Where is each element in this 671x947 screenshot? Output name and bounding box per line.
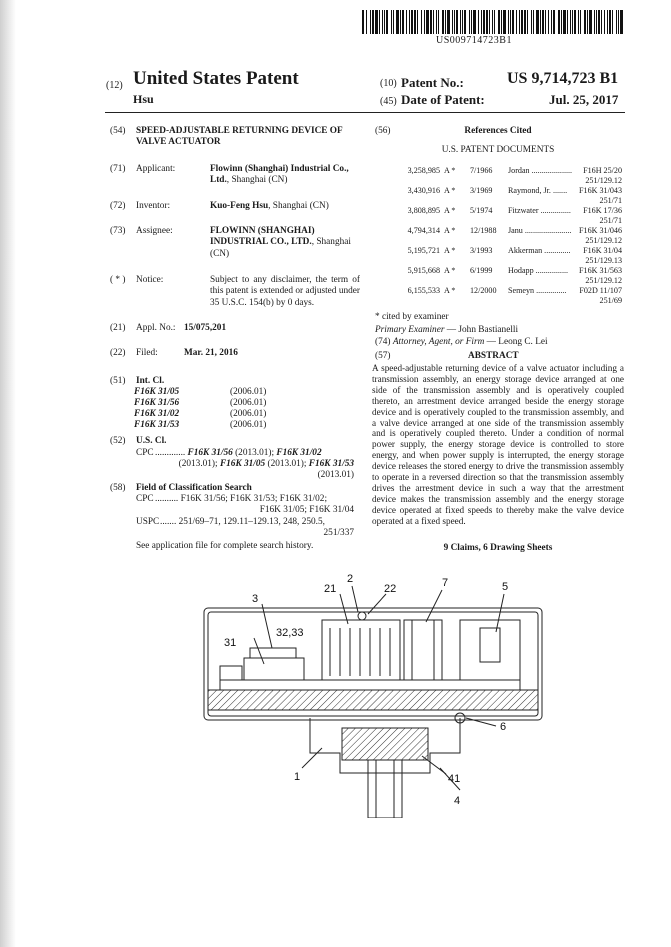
us-cl-class: F16K 31/02	[276, 448, 322, 458]
barcode-number: US009714723B1	[436, 35, 512, 46]
ref-name: Hodapp ................	[508, 266, 569, 275]
barcode-bar	[508, 10, 509, 34]
barcode-bar	[411, 10, 413, 34]
inventor-name: Kuo-Feng Hsu	[210, 201, 269, 211]
ref-class: F16K 31/043	[579, 186, 622, 195]
ref-class: F02D 11/107	[579, 286, 622, 295]
leader-3	[262, 604, 272, 648]
us-cl-line-2	[136, 459, 354, 470]
ref-date: 6/1999	[470, 266, 493, 275]
us-patent-documents-heading: U.S. PATENT DOCUMENTS	[441, 145, 555, 155]
barcode-bar	[469, 10, 470, 34]
ref-date: 3/1993	[470, 246, 493, 255]
barcode-bar	[384, 10, 385, 34]
ref-number: 5,915,668	[407, 266, 440, 275]
barcode-bar	[512, 10, 514, 34]
fig-label-31: 31	[224, 637, 237, 649]
barcode-bar	[430, 10, 432, 34]
motor-core	[480, 628, 500, 662]
barcode-bar	[414, 10, 416, 34]
filed-label: Filed:	[136, 348, 158, 358]
assignee-name: FLOWINN (SHANGHAI) INDUSTRIAL CO., LTD.	[210, 226, 315, 248]
us-cl-line-3: (2013.01)	[317, 470, 354, 480]
date-prefix: (45)	[380, 96, 397, 107]
barcode-bar	[551, 10, 552, 34]
transmission-column	[404, 620, 442, 680]
references-cited-label: References Cited	[464, 126, 532, 136]
attorney-line	[375, 337, 548, 348]
barcode-bar	[501, 10, 502, 34]
ref-kind: A *	[444, 226, 456, 235]
barcode-bar	[391, 10, 392, 34]
barcode-bar	[433, 10, 434, 34]
barcode-bar	[607, 10, 608, 34]
barcode-bar	[570, 10, 571, 34]
field-52-code: (52)	[110, 436, 126, 446]
barcode-bar	[540, 10, 541, 34]
ref-class-secondary: 251/129.13	[585, 256, 622, 265]
cited-by-examiner: * cited by examiner	[375, 312, 449, 322]
ref-class: F16K 31/04	[583, 246, 622, 255]
fig-label-41: 41	[448, 773, 461, 785]
patent-number-value: US 9,714,723 B1	[507, 70, 619, 87]
fig-label-2: 2	[347, 573, 354, 585]
barcode-bar	[527, 10, 528, 34]
filed-value: Mar. 21, 2016	[184, 348, 238, 358]
barcode-bar	[542, 10, 544, 34]
us-cl-version: (2013.01);	[178, 459, 220, 469]
gear-plate	[220, 680, 520, 690]
fig-label-21: 21	[324, 583, 337, 595]
barcode	[362, 10, 625, 34]
field-73-code: (73)	[110, 226, 126, 236]
attorney-code: (74)	[375, 337, 391, 347]
fig-label-3: 3	[252, 593, 259, 605]
ref-class: F16H 25/20	[583, 166, 622, 175]
barcode-bar	[382, 10, 383, 34]
barcode-bar	[604, 10, 605, 34]
ref-date: 7/1966	[470, 166, 493, 175]
patent-number-prefix: (10)	[380, 78, 397, 89]
base-plate	[208, 690, 538, 710]
int-cl-class: F16K 31/53	[134, 420, 180, 430]
barcode-bar	[362, 10, 364, 34]
notice-label: Notice:	[136, 275, 164, 285]
int-cl-class: F16K 31/05	[134, 387, 180, 397]
barcode-bar	[400, 10, 401, 34]
int-cl-version: (2006.01)	[230, 420, 267, 430]
fig-label-22: 22	[384, 583, 397, 595]
notice-code: ( * )	[110, 275, 126, 285]
assignee-label: Assignee:	[136, 226, 173, 236]
barcode-bar	[584, 10, 586, 34]
arrestment-housing	[220, 666, 242, 680]
barcode-bar	[366, 10, 367, 34]
attorney-label: Attorney, Agent, or Firm	[392, 337, 485, 347]
uspc-line-2: 251/337	[323, 528, 354, 538]
barcode-bar	[464, 10, 466, 34]
appl-no-label: Appl. No.:	[136, 323, 176, 333]
int-cl-row	[134, 420, 266, 431]
ref-number: 5,195,721	[407, 246, 440, 255]
ref-kind: A *	[444, 166, 456, 175]
applicant-value	[210, 164, 360, 187]
int-cl-class: F16K 31/56	[134, 398, 180, 408]
notice-text: Subject to any disclaimer, the term of this patent is extended or adjusted under 35 U.S.C. 154(b) by 0 days.	[210, 275, 360, 308]
applicant-location: , Shanghai (CN)	[226, 175, 288, 186]
valve-stem	[368, 760, 402, 818]
barcode-bar	[548, 10, 549, 34]
barcode-bar	[421, 10, 422, 34]
barcode-bar	[454, 10, 455, 34]
barcode-bar	[473, 10, 476, 34]
field-71-code: (71)	[110, 164, 126, 174]
ref-number: 6,155,533	[407, 286, 440, 295]
barcode-bar	[498, 10, 500, 34]
barcode-bar	[372, 10, 374, 34]
barcode-bar	[396, 10, 399, 34]
motor-block	[460, 620, 520, 680]
assignee-value	[210, 226, 360, 260]
barcode-bar	[438, 10, 439, 34]
int-cl-class: F16K 31/02	[134, 409, 180, 419]
valve-block	[342, 728, 428, 760]
us-cl-version: (2013.01);	[265, 459, 309, 469]
attorney-name: — Leong C. Lei	[484, 337, 548, 347]
int-cl-table	[134, 387, 266, 431]
barcode-bar	[370, 10, 371, 34]
barcode-bar	[492, 10, 493, 34]
us-cl-cpc-label: CPC	[136, 448, 154, 458]
barcode-bar	[447, 10, 450, 34]
ref-name: Semeyn ...............	[508, 286, 567, 295]
header-rule	[105, 112, 625, 113]
ref-name: Akkerman .............	[508, 246, 571, 255]
barcode-bar	[456, 10, 458, 34]
us-cl-class: F16K 31/53	[308, 459, 354, 469]
barcode-bar	[386, 10, 388, 34]
int-cl-version: (2006.01)	[230, 387, 267, 397]
ref-date: 12/1988	[470, 226, 497, 235]
claims-drawings: 9 Claims, 6 Drawing Sheets	[443, 543, 553, 553]
fig-label-6: 6	[500, 721, 507, 733]
us-cl-line-1: ............. F16K 31/56 (2013.01); F16K 31/02	[155, 448, 322, 458]
barcode-bar	[578, 10, 579, 34]
uspc-line-1: ....... 251/69–71, 129.11–129.13, 248, 250.5,	[160, 517, 325, 527]
ref-class: F16K 17/36	[583, 206, 622, 215]
barcode-bar	[580, 10, 581, 34]
barcode-bar	[598, 10, 600, 34]
primary-examiner-name: — John Bastianelli	[444, 325, 519, 335]
barcode-bar	[393, 10, 394, 34]
barcode-bar	[452, 10, 453, 34]
ref-kind: A *	[444, 246, 456, 255]
ref-class: F16K 31/046	[579, 226, 622, 235]
barcode-bar	[409, 10, 410, 34]
ref-name: Janu .......................	[508, 226, 572, 235]
barcode-bar	[402, 10, 404, 34]
field-72-code: (72)	[110, 201, 126, 211]
applicant-name: Flowinn (Shanghai) Industrial Co., Ltd.	[210, 164, 349, 186]
ref-class-secondary: 251/71	[599, 196, 622, 205]
leader-5	[496, 594, 504, 632]
barcode-bar	[481, 10, 482, 34]
ref-number: 4,794,314	[407, 226, 440, 235]
barcode-bar	[471, 10, 472, 34]
scan-edge	[0, 0, 16, 947]
barcode-bar	[618, 10, 619, 34]
int-cl-version: (2006.01)	[230, 398, 267, 408]
fig-label-5: 5	[502, 581, 509, 593]
barcode-bar	[478, 10, 479, 34]
primary-examiner-label: Primary Examiner	[375, 325, 445, 335]
ref-number: 3,808,895	[407, 206, 440, 215]
fig-label-32-33: 32,33	[276, 627, 304, 639]
barcode-bar	[519, 10, 520, 34]
uspc-label: USPC	[136, 517, 160, 527]
barcode-bar	[503, 10, 506, 34]
ref-kind: A *	[444, 206, 456, 215]
search-cpc-classes: F16K 31/56; F16K 31/53; F16K 31/02;	[180, 494, 328, 504]
int-cl-version: (2006.01)	[230, 409, 267, 419]
date-value: Jul. 25, 2017	[549, 92, 619, 107]
abstract-text: A speed-adjustable returning device of a valve actuator including a transmission assembly, an energy storage device arranged at one side of the transmission assembly and is operatively coupled thereto, an arrestment device arranged beside the energy storage device and is operatively coupled to the transmission assembly, and a valve device arranged at one side of the transmission assembly and is operatively coupled thereto. Under a condition of normal power supply, the energy storage device is controlled to store energy, and when power supply is interrupted, the energy storage device releases the stored energy to drive the transmission assembly to operate in a reversed direction so that the transmission assembly drives the arrestment device in such a way that the arrestment device makes the transmission assembly and the energy storage device operated at fixed speeds to thereby make the valve device operated at a fixed speed.	[372, 363, 624, 526]
barcode-bar	[563, 10, 566, 34]
energy-storage-device	[322, 620, 400, 680]
barcode-bar	[442, 10, 444, 34]
leader-31	[254, 638, 264, 664]
field-54-code: (54)	[110, 126, 126, 136]
barcode-bar	[460, 10, 461, 34]
barcode-bar	[436, 10, 437, 34]
field-22-code: (22)	[110, 348, 126, 358]
barcode-bar	[424, 10, 425, 34]
ref-kind: A *	[444, 266, 456, 275]
barcode-bar	[426, 10, 429, 34]
arrestment-gear	[250, 648, 296, 658]
ref-class-secondary: 251/129.12	[585, 236, 622, 245]
invention-title: SPEED-ADJUSTABLE RETURNING DEVICE OF VALVE ACTUATOR	[136, 126, 343, 148]
barcode-bar	[462, 10, 463, 34]
fig-label-7: 7	[442, 577, 449, 589]
inventor-label: Inventor:	[136, 201, 171, 211]
us-cl-version: (2013.01);	[232, 448, 277, 458]
assignee-location: , Shanghai (CN)	[210, 237, 351, 259]
barcode-bar	[531, 10, 532, 34]
kind-code-prefix: (12)	[106, 80, 123, 91]
barcode-bar	[489, 10, 490, 34]
ref-date: 12/2000	[470, 286, 497, 295]
barcode-bar	[558, 10, 560, 34]
ref-kind: A *	[444, 286, 456, 295]
uspc-classes: 251/69–71, 129.11–129.13, 248, 250.5,	[178, 517, 325, 527]
barcode-bar	[572, 10, 573, 34]
barcode-bar	[587, 10, 588, 34]
barcode-bar	[612, 10, 614, 34]
abstract-heading: ABSTRACT	[468, 351, 519, 361]
barcode-bar	[494, 10, 495, 34]
barcode-bar	[553, 10, 555, 34]
ref-date: 3/1969	[470, 186, 493, 195]
us-cl-class: F16K 31/56	[187, 448, 233, 458]
fig-label-1: 1	[294, 771, 301, 783]
fig-label-4: 4	[454, 795, 461, 807]
barcode-bar	[521, 10, 523, 34]
patent-figure	[190, 568, 570, 818]
inventor-short: Hsu	[133, 92, 154, 106]
barcode-bar	[516, 10, 517, 34]
barcode-bar	[574, 10, 576, 34]
barcode-bar	[417, 10, 418, 34]
int-cl-row	[134, 398, 266, 409]
date-label: Date of Patent:	[401, 92, 485, 107]
int-cl-label: Int. Cl.	[136, 376, 165, 386]
leader-7	[426, 590, 442, 622]
barcode-bar	[561, 10, 562, 34]
int-cl-row	[134, 409, 266, 420]
arrestment-device	[244, 658, 304, 680]
field-58-code: (58)	[110, 483, 126, 493]
ref-class-secondary: 251/129.12	[585, 276, 622, 285]
search-cpc-line-2: F16K 31/05; F16K 31/04	[259, 505, 354, 515]
search-history-note: See application file for complete search history.	[136, 541, 314, 551]
barcode-bar	[379, 10, 380, 34]
ref-date: 5/1974	[470, 206, 493, 215]
search-cpc-line-1: .......... F16K 31/56; F16K 31/53; F16K 31/02;	[155, 494, 328, 504]
barcode-bar	[620, 10, 623, 34]
barcode-bar	[589, 10, 592, 34]
field-21-code: (21)	[110, 323, 126, 333]
applicant-label: Applicant:	[136, 164, 176, 174]
us-cl-label: U.S. Cl.	[136, 436, 167, 446]
field-51-code: (51)	[110, 376, 126, 386]
top-gear	[358, 612, 366, 620]
patent-title-header: United States Patent	[133, 68, 299, 89]
ref-class: F16K 31/563	[579, 266, 622, 275]
us-cl-class: F16K 31/05	[219, 459, 266, 469]
ref-class-secondary: 251/129.12	[585, 176, 622, 185]
ref-kind: A *	[444, 186, 456, 195]
barcode-bar	[596, 10, 597, 34]
inventor-value	[210, 201, 360, 212]
ref-name: Raymond, Jr. .......	[508, 186, 568, 195]
barcode-bar	[567, 10, 568, 34]
barcode-bar	[406, 10, 407, 34]
int-cl-row	[134, 387, 266, 398]
leader-1	[302, 748, 322, 768]
field-56-code: (56)	[375, 126, 391, 136]
ref-name: Fitzwater ...............	[508, 206, 571, 215]
barcode-bar	[510, 10, 511, 34]
barcode-bar	[594, 10, 595, 34]
appl-no-value: 15/075,201	[184, 323, 227, 333]
barcode-bar	[616, 10, 617, 34]
inventor-location: , Shanghai (CN)	[268, 201, 329, 211]
barcode-bar	[375, 10, 378, 34]
barcode-bar	[601, 10, 602, 34]
ref-class-secondary: 251/69	[599, 296, 622, 305]
ref-class-secondary: 251/71	[599, 216, 622, 225]
barcode-bar	[536, 10, 539, 34]
ref-name: Jordan ....................	[508, 166, 573, 175]
field-57-code: (57)	[375, 351, 391, 361]
barcode-bar	[533, 10, 534, 34]
ref-number: 3,258,985	[407, 166, 440, 175]
barcode-bar	[486, 10, 488, 34]
barcode-bar	[483, 10, 485, 34]
barcode-bar	[545, 10, 546, 34]
barcode-bar	[445, 10, 446, 34]
ref-number: 3,430,916	[407, 186, 440, 195]
classification-search-label: Field of Classification Search	[136, 483, 252, 493]
barcode-bar	[524, 10, 526, 34]
patent-number-label: Patent No.:	[401, 75, 464, 90]
leader-6	[466, 718, 496, 726]
barcode-bar	[609, 10, 611, 34]
search-cpc-label: CPC	[136, 494, 154, 504]
leader-22	[368, 594, 386, 614]
primary-examiner	[375, 325, 518, 336]
